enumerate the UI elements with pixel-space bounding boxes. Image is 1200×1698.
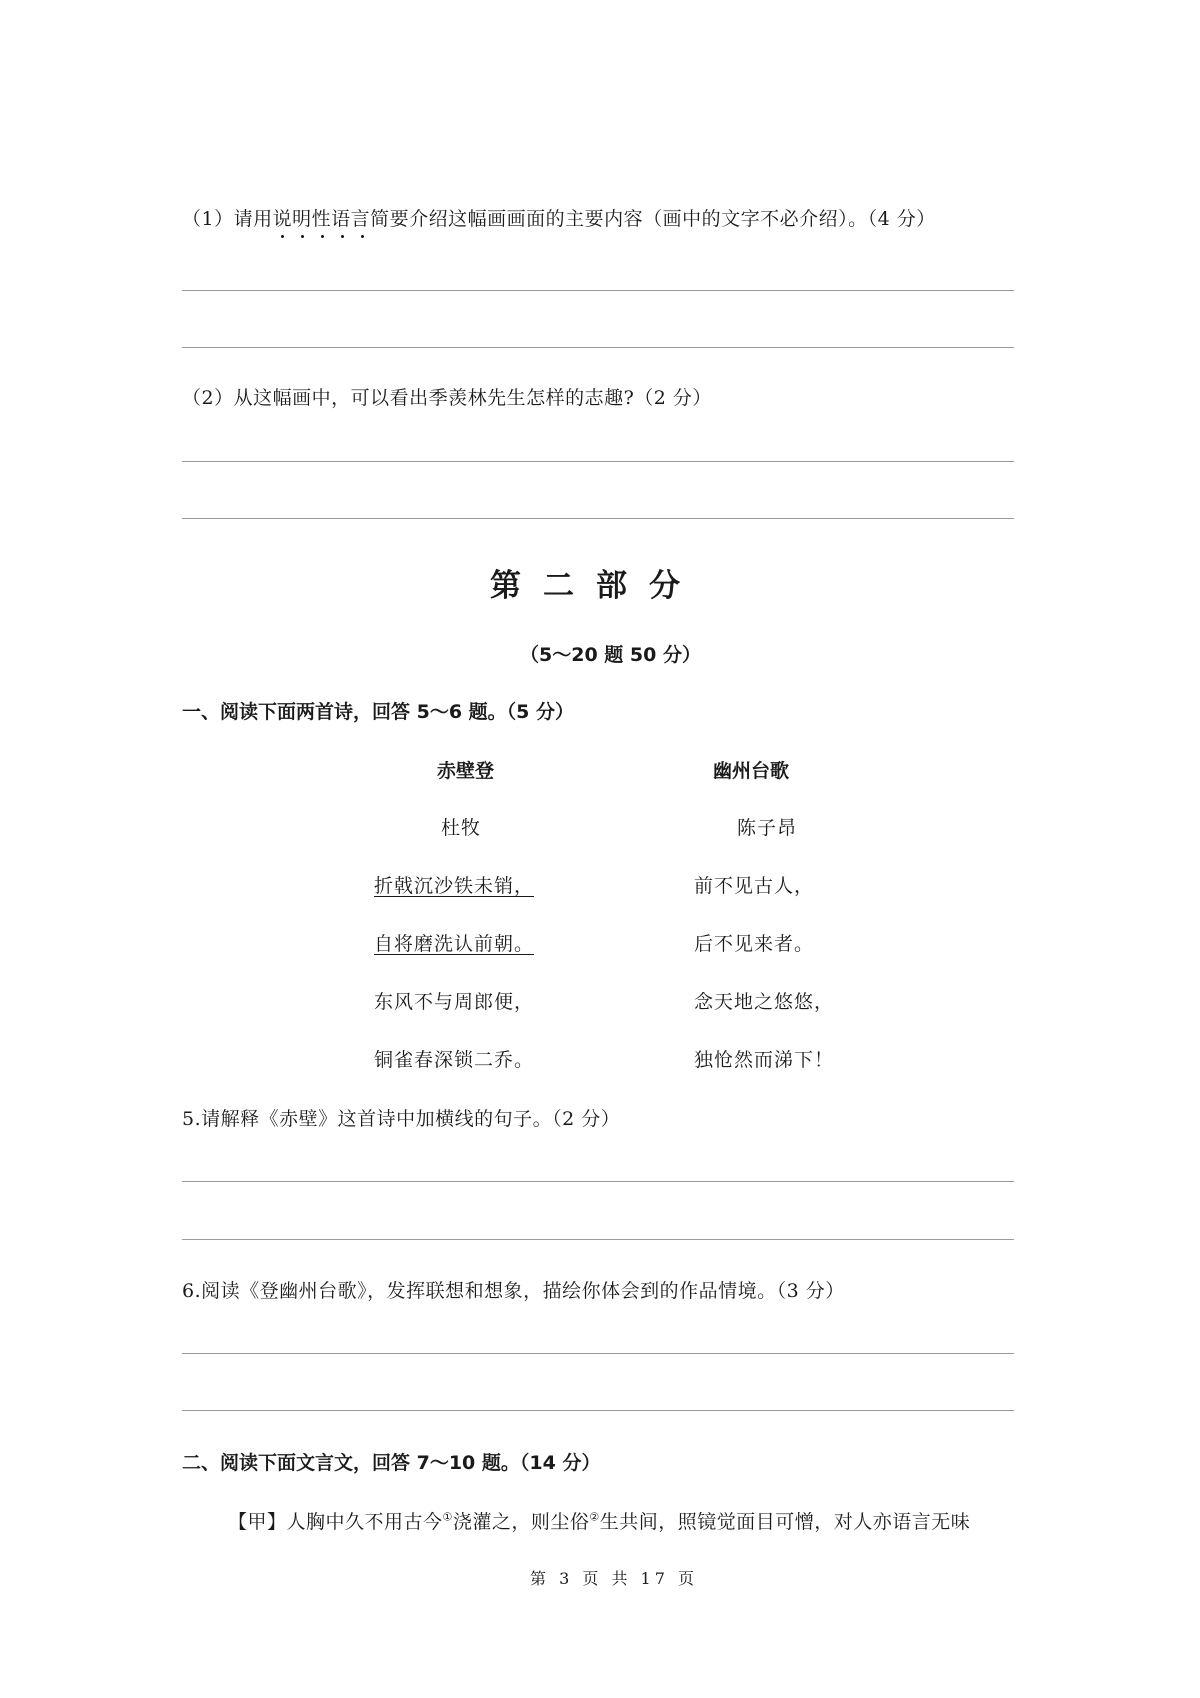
question-1-suffix: 简要介绍这幅画画面的主要内容（画中的文字不必介绍）。（4 分） [370, 208, 936, 230]
question-1-prefix: （1）请用 [182, 208, 273, 230]
question-1 [182, 204, 936, 231]
poem-2-line-1: 前不见古人， [694, 875, 815, 897]
answer-line[interactable] [182, 1239, 1014, 1240]
poem-2-title: 幽州台歌 [713, 760, 790, 782]
passage-segment: 浇灌之，则尘俗 [452, 1511, 590, 1533]
poem-1-author: 杜牧 [441, 817, 482, 839]
section-1-heading: 一、阅读下面两首诗，回答 5～6 题。（5 分） [182, 701, 575, 723]
poem-2-line-4: 独怆然而涕下！ [694, 1049, 835, 1071]
page-footer: 第 3 页 共 17 页 [530, 1569, 698, 1588]
answer-line[interactable] [182, 518, 1014, 519]
question-2: （2）从这幅画中，可以看出季羡林先生怎样的志趣?（2 分） [182, 387, 712, 409]
section-2-heading: 二、阅读下面文言文，回答 7～10 题。（14 分） [182, 1452, 601, 1474]
passage-segment: 人胸中久不用古今 [286, 1511, 443, 1533]
passage-text [228, 1507, 970, 1534]
footnote-marker: ② [589, 1510, 600, 1524]
part-title: 第二部分 [490, 568, 702, 604]
question-1-emphasis: 说明性语言 [273, 208, 371, 230]
question-5: 5.请解释《赤壁》这首诗中加横线的句子。（2 分） [182, 1108, 621, 1130]
answer-line[interactable] [182, 1410, 1014, 1411]
part-subtitle: （5～20 题 50 分） [520, 644, 701, 666]
poem-2-line-2: 后不见来者。 [694, 933, 815, 955]
poem-1-title: 赤壁登 [437, 760, 495, 782]
footnote-marker: ① [442, 1510, 453, 1524]
answer-line[interactable] [182, 1181, 1014, 1182]
passage-label: 【甲】 [228, 1511, 287, 1533]
answer-line[interactable] [182, 347, 1014, 348]
poem-1-line-1: 折戟沉沙铁未销， [374, 875, 535, 897]
poem-1-line-3: 东风不与周郎便， [374, 991, 535, 1013]
answer-line[interactable] [182, 461, 1014, 462]
question-6: 6.阅读《登幽州台歌》，发挥联想和想象，描绘你体会到的作品情境。（3 分） [182, 1280, 845, 1302]
poem-1-line-4: 铜雀春深锁二乔。 [374, 1049, 535, 1071]
poem-2-line-3: 念天地之悠悠， [694, 991, 835, 1013]
poem-1-line-2: 自将磨洗认前朝。 [374, 933, 535, 955]
answer-line[interactable] [182, 290, 1014, 291]
poem-2-author: 陈子昂 [737, 817, 798, 839]
emphasis-dots [273, 235, 371, 239]
passage-segment: 生共间，照镜觉面目可憎，对人亦语言无味 [599, 1511, 971, 1533]
answer-line[interactable] [182, 1353, 1014, 1354]
